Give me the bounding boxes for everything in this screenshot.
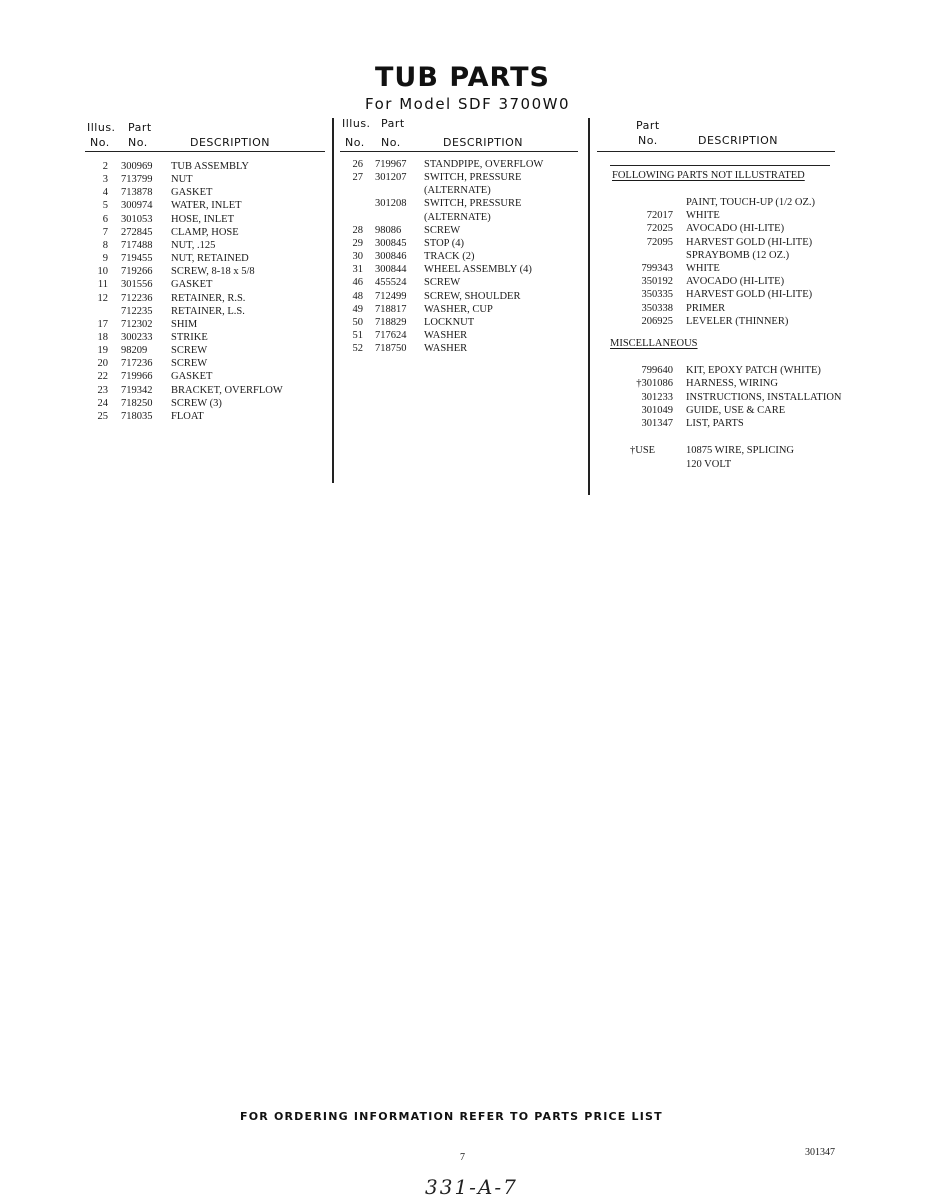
part-number: 350335 [641,289,673,301]
col3-part-header-top: Part [636,119,660,132]
illus-number: 27 [352,172,363,184]
col3-header-rule [597,151,835,152]
illus-number: 31 [352,264,363,276]
part-number: 718250 [121,397,153,409]
part-description: INSTRUCTIONS, INSTALLATION [686,391,842,403]
part-description: WHEEL ASSEMBLY (4) [424,264,532,276]
illus-number: 26 [352,159,363,170]
part-number: 350338 [641,302,673,314]
illus-number: 11 [97,279,108,291]
illus-number: 30 [352,251,363,263]
part-description: (ALTERNATE) [424,185,491,197]
part-number: 719455 [121,253,153,265]
illus-number: 29 [352,237,363,249]
part-number: 300845 [375,237,407,249]
page-title: TUB PARTS [375,62,550,93]
illus-number: 28 [352,224,363,236]
part-description: TUB ASSEMBLY [171,161,250,172]
part-description: SCREW, SHOULDER [424,290,521,302]
part-description: FLOAT [171,410,204,422]
part-description: STANDPIPE, OVERFLOW [424,159,544,170]
illus-number: 49 [352,303,363,315]
part-description: BRACKET, OVERFLOW [171,384,283,396]
illus-number: 23 [97,384,108,396]
part-description: HARVEST GOLD (HI-LITE) [686,236,813,248]
part-description: STOP (4) [424,237,464,249]
part-description: SCREW [171,345,208,357]
part-number: 301207 [375,172,407,184]
col2-description-header: DESCRIPTION [443,136,523,149]
part-description: AVOCADO (HI-LITE) [686,276,785,288]
part-description: STRIKE [171,331,208,343]
part-number: 719342 [121,384,153,396]
part-description: RETAINER, R.S. [171,292,246,304]
illus-number: 18 [97,331,108,343]
part-number: 72017 [646,210,673,222]
part-description: NUT [171,174,193,186]
part-description: AVOCADO (HI-LITE) [686,223,785,235]
part-number: 206925 [641,315,673,327]
illus-number: 22 [97,371,108,383]
part-description: RETAINER, L.S. [171,305,245,317]
part-description: (ALTERNATE) [424,211,491,223]
section-not-illustrated: FOLLOWING PARTS NOT ILLUSTRATED [612,170,805,181]
illus-number: 2 [102,161,108,172]
part-number: 455524 [375,277,407,289]
part-description: LOCKNUT [424,316,475,328]
part-number: 717236 [121,358,153,370]
part-number: 712236 [121,292,153,304]
illus-number: 12 [97,292,108,304]
part-description: LIST, PARTS [686,418,744,430]
part-description: CLAMP, HOSE [171,226,239,238]
part-description: HARVEST GOLD (HI-LITE) [686,289,813,301]
part-number: 718817 [375,303,407,315]
part-number: 718829 [375,316,407,328]
part-description: HARNESS, WIRING [686,378,778,390]
part-description: SCREW [171,358,208,370]
part-number: 300969 [121,161,153,172]
illus-number: 17 [97,318,108,330]
part-description: SHIM [171,318,198,330]
part-number: 717488 [121,239,153,251]
part-number: 719266 [121,266,153,278]
part-description: WASHER [424,343,468,355]
illus-number: 10 [97,266,108,278]
document-number: 301347 [805,1147,835,1158]
part-number: 719966 [121,371,153,383]
part-description: SCREW [424,277,461,289]
part-number: 301208 [375,198,407,210]
part-description: PRIMER [686,302,726,314]
part-description: GASKET [171,371,213,383]
illus-number: 50 [352,316,363,328]
part-description: WATER, INLET [171,200,242,212]
col3-sub-rule [610,165,830,166]
part-number: 72025 [646,223,673,235]
part-description: WASHER [424,329,468,341]
part-description: HOSE, INLET [171,213,234,225]
illus-number: 20 [97,358,108,370]
col1-illus-header: No. [90,136,110,149]
part-number: 301233 [641,391,673,403]
page-subtitle: For Model SDF 3700W0 [364,95,571,113]
part-description: SWITCH, PRESSURE [424,172,522,184]
part-description: SCREW [424,224,461,236]
part-number: 272845 [121,226,153,238]
part-description: NUT, .125 [171,239,216,251]
part-description: GUIDE, USE & CARE [686,404,786,416]
part-number: 712235 [121,305,153,317]
part-number: 799343 [641,263,673,274]
part-description: SWITCH, PRESSURE [424,198,522,210]
part-number: 301347 [641,418,673,430]
illus-number: 3 [102,174,108,186]
col2-illus-header-top: Illus. [342,117,371,130]
part-number: †301086 [636,378,673,390]
column-divider-right [588,118,590,495]
illus-number: 9 [102,253,108,265]
col2-part-header-top: Part [381,117,405,130]
illus-number: 48 [352,290,363,302]
illus-number: 4 [102,187,108,199]
part-number: 301556 [121,279,153,291]
part-number: 98209 [121,345,148,357]
part-number: 713878 [121,187,153,199]
part-description: WHITE [686,263,720,274]
use-note-line2: 120 VOLT [686,459,732,470]
illus-number: 51 [352,329,363,341]
page-number: 7 [460,1152,465,1163]
part-description: SCREW (3) [171,397,222,409]
part-number: 718035 [121,410,153,422]
use-note-part: †USE [630,445,656,456]
part-number: 718750 [375,343,407,355]
part-number: 301049 [641,404,673,416]
part-description: WASHER, CUP [424,303,493,315]
col1-part-header: No. [128,136,148,149]
part-number: 350192 [641,276,673,288]
ordering-footer: FOR ORDERING INFORMATION REFER TO PARTS PRICE LIST [240,1110,663,1123]
part-description: PAINT, TOUCH-UP (1/2 OZ.) [686,197,816,208]
col1-illus-header-top: Illus. [87,121,116,134]
col1-header-rule [85,151,325,152]
illus-number: 7 [102,226,108,238]
part-number: 712499 [375,290,407,302]
illus-number: 6 [102,213,108,225]
part-description: WHITE [686,210,720,222]
illus-number: 8 [102,239,108,251]
use-note-line1: 10875 WIRE, SPLICING [686,445,795,456]
part-number: 717624 [375,329,407,341]
illus-number: 24 [97,397,108,409]
part-number: 719967 [375,159,407,170]
col2-illus-header: No. [345,136,365,149]
col2-part-header: No. [381,136,401,149]
illus-number: 25 [97,410,108,422]
part-number: 713799 [121,174,153,186]
part-description: SCREW, 8-18 x 5/8 [171,266,255,278]
section-miscellaneous: MISCELLANEOUS [610,338,698,349]
illus-number: 19 [97,345,108,357]
illus-number: 52 [352,343,363,355]
col3-part-header: No. [638,134,658,147]
col2-header-rule [340,151,578,152]
handwritten-note: 331-A-7 [425,1175,518,1199]
part-number: 799640 [641,365,673,376]
part-description: KIT, EPOXY PATCH (WHITE) [686,365,821,376]
illus-number: 5 [102,200,108,212]
col3-description-header: DESCRIPTION [698,134,778,147]
part-number: 300233 [121,331,153,343]
part-number: 301053 [121,213,153,225]
column-divider-left [332,118,334,483]
part-description: TRACK (2) [424,251,475,263]
part-number: 300844 [375,264,407,276]
part-number: 300846 [375,251,407,263]
part-description: NUT, RETAINED [171,253,249,265]
part-number: 712302 [121,318,153,330]
part-number: 300974 [121,200,153,212]
part-number: 72095 [646,236,673,248]
part-description: GASKET [171,279,213,291]
part-description: GASKET [171,187,213,199]
illus-number: 46 [352,277,363,289]
col1-part-header-top: Part [128,121,152,134]
part-description: LEVELER (THINNER) [686,315,789,327]
part-description: SPRAYBOMB (12 OZ.) [686,249,790,261]
part-number: 98086 [375,224,402,236]
col1-description-header: DESCRIPTION [190,136,270,149]
